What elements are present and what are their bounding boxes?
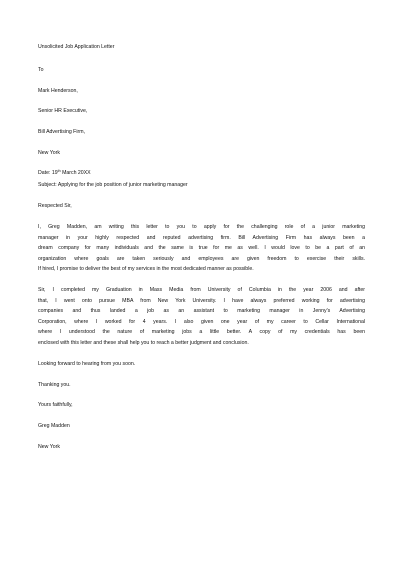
- paragraph-1-line: dream company for many individuals and the same is true for me as well. I would love to be a part of an: [38, 245, 365, 251]
- sender-name: Greg Madden: [38, 423, 70, 429]
- date-rest: March 20XX: [60, 170, 91, 176]
- thanks-line: Thanking you.: [38, 382, 71, 388]
- salutation: Respected Sir,: [38, 203, 72, 209]
- paragraph-2-line: enclosed with this letter and these shall help you to reach a better judgment and conclusion.: [38, 340, 249, 346]
- closing-line: Looking forward to hearing from you soon.: [38, 361, 136, 367]
- recipient-title: Senior HR Executive,: [38, 108, 88, 114]
- letter-date: [38, 170, 91, 177]
- date-prefix: Date: 19: [38, 170, 58, 176]
- paragraph-1-line: manager in your highly respected and reputed advertising firm. Bill Advertising Firm has always been a: [38, 235, 365, 241]
- paragraph-2-line: Sir, I completed my Graduation in Mass Media from University of Columbia in the year 2006 and after: [38, 287, 365, 293]
- paragraph-2-line: where I understood the nature of marketing jobs a little better. A copy of my credentials has been: [38, 329, 365, 335]
- signoff: Yours faithfully,: [38, 402, 73, 408]
- letter-title: Unsolicited Job Application Letter: [38, 44, 115, 50]
- recipient-name: Mark Henderson,: [38, 88, 78, 94]
- paragraph-1-line: I, Greg Madden, am writing this letter to you to apply for the challenging role of a junior marketing: [38, 224, 365, 230]
- paragraph-1-line: If hired, I promise to deliver the best of my services in the most dedicated manner as possible.: [38, 266, 254, 272]
- date-ordinal: th: [57, 169, 61, 173]
- sender-city: New York: [38, 444, 60, 450]
- to-label: To: [38, 67, 44, 73]
- paragraph-2-line: companies and thus landed a job as an assistant to marketing manager in Jenny's Advertising: [38, 308, 365, 314]
- recipient-company: Bill Advertising Firm,: [38, 129, 85, 135]
- recipient-city: New York: [38, 150, 60, 156]
- paragraph-1-line: organization where goals are taken seriously and employees are given freedom to exercise their skills.: [38, 256, 365, 262]
- paragraph-2-line: that, I went onto pursue MBA from New York University. I have always preferred working for advertising: [38, 298, 365, 304]
- letter-subject: Subject: Applying for the job position of junior marketing manager: [38, 182, 188, 188]
- paragraph-2-line: Corporation, where I worked for 4 years. I also given one year of my career to Cellar International: [38, 319, 365, 325]
